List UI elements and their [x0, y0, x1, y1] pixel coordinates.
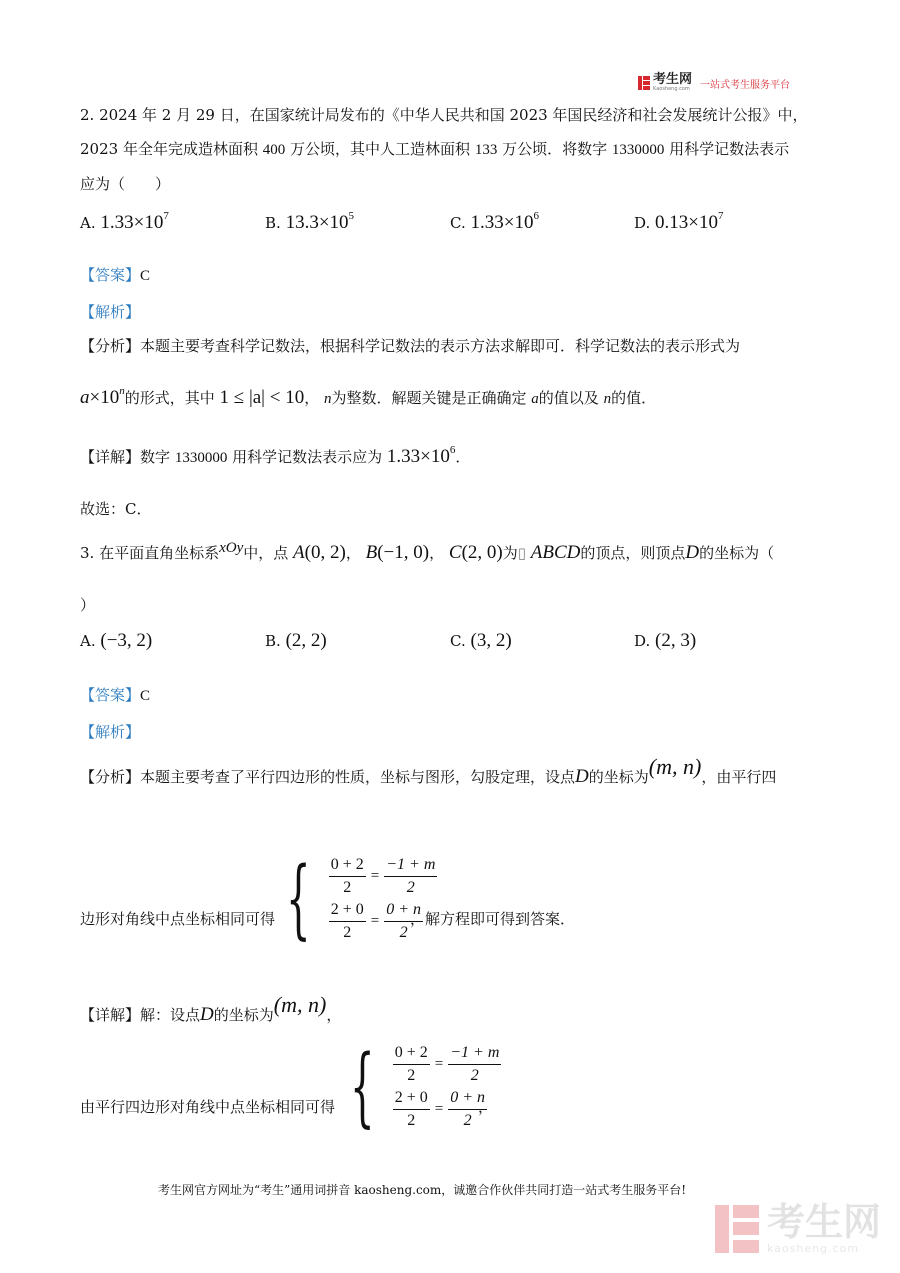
fenxi-text: 本题主要考查科学记数法，根据科学记数法的表示方法求解即可．科学记数法的表示形式为 — [140, 337, 741, 355]
xiangjie-label: 【详解】 — [80, 1006, 141, 1024]
brace: { — [350, 1037, 375, 1137]
header-logo[interactable] — [638, 74, 790, 92]
watermark-text: 考生网 — [767, 1200, 882, 1244]
math-number: 1330000 — [174, 450, 228, 466]
q2-answer — [80, 264, 150, 285]
text: 的形式，其中 — [124, 389, 215, 407]
q2-option-b[interactable] — [265, 212, 354, 234]
text: ， — [429, 544, 445, 562]
q3-fenxi — [80, 754, 777, 788]
q2-option-a[interactable] — [80, 212, 169, 234]
text: 本题主要考查了平行四边形的性质，坐标与图形，勾股定理，设点 — [140, 768, 576, 786]
q3-xiangjie-line2a: 由平行四边形对角线中点坐标相同可得 — [80, 1098, 336, 1116]
option-base: 0.13×10 — [655, 212, 719, 233]
q2-line2a: 2023 年全年完成造林面积 — [80, 140, 258, 158]
fenxi-label: 【分析】 — [80, 768, 141, 786]
q2-n1330000: 1330000 — [611, 142, 665, 158]
q3-option-b[interactable] — [265, 630, 327, 652]
option-exp: 5 — [348, 210, 355, 222]
q2-line3: 应为（ ） — [80, 175, 171, 193]
equals: = — [370, 913, 380, 929]
q2-line2 — [80, 138, 789, 159]
math-point-c: C — [448, 542, 462, 563]
q2-option-d[interactable] — [634, 212, 724, 234]
q2-line1: 2. 2024 年 2 月 29 日，在国家统计局发布的《中华人民共和国 2023 年国民经济和社会发展统计公报》中， — [80, 106, 808, 124]
option-label: D. — [634, 214, 651, 232]
text: 的坐标为 — [213, 1006, 274, 1024]
math-times-ten: ×10 — [89, 387, 120, 408]
fraction: $\frac{0 + n}{2}$ — [450, 1089, 486, 1129]
math-n: n — [119, 385, 125, 397]
text: ，由平行四 — [701, 768, 777, 786]
option-label: C. — [450, 632, 466, 650]
math-mn: (m, n) — [273, 992, 327, 1017]
answer-value: C — [140, 268, 151, 284]
option-label: A. — [80, 632, 96, 650]
option-label: C. — [450, 214, 466, 232]
text: 的顶点，则顶点 — [580, 544, 686, 562]
text: ， — [326, 1006, 342, 1024]
q2-n400: 400 — [262, 142, 286, 158]
q2-guxuan: 故选：C． — [80, 500, 152, 518]
math-n: n — [324, 391, 332, 407]
q2-n133: 133 — [474, 142, 498, 158]
text: 为 — [502, 544, 518, 562]
option-base: 1.33×10 — [470, 212, 534, 233]
q3-option-d[interactable] — [634, 630, 696, 652]
equation-system-1 — [286, 849, 437, 949]
brace: { — [286, 849, 311, 949]
logo-text: 考生网 — [653, 72, 693, 87]
answer-label: 【答案】 — [80, 266, 141, 284]
header-slogan: 一站式考生服务平台 — [700, 79, 791, 91]
option-label: B. — [265, 214, 281, 232]
xiangjie-label: 【详解】 — [80, 448, 141, 466]
option-exp: 7 — [718, 210, 724, 222]
q2-xiangjie — [80, 446, 470, 468]
watermark-logo-icon — [715, 1205, 759, 1253]
math-point-d: D — [575, 766, 589, 787]
equals: = — [434, 1056, 444, 1072]
fraction: $\frac{-1 + m}{2}$ — [450, 1044, 500, 1084]
option-label: A. — [80, 214, 96, 232]
equals: = — [370, 868, 380, 884]
math-abcd: ABCD — [530, 542, 581, 563]
math-a: a — [531, 391, 539, 407]
q2-analysis-label: 【解析】 — [80, 303, 141, 321]
answer-label: 【答案】 — [80, 686, 141, 704]
math-point-d: D — [200, 1004, 214, 1025]
option-base: 13.3×10 — [285, 212, 349, 233]
math-mn: (m, n) — [648, 754, 702, 779]
q3-answer — [80, 684, 150, 705]
watermark-sub: kaosheng.com — [767, 1242, 860, 1255]
text: ， — [304, 389, 320, 407]
math-point-d: D — [685, 542, 700, 563]
option-exp: 6 — [533, 210, 539, 222]
option-label: D. — [634, 632, 651, 650]
q2-option-c[interactable] — [450, 212, 539, 234]
text: 解：设点 — [140, 1006, 201, 1024]
fraction: $\frac{0 + n}{2}$ — [386, 901, 422, 941]
text: 的坐标为（ — [699, 544, 775, 562]
text: 的值以及 — [538, 389, 599, 407]
watermark — [715, 1202, 881, 1255]
option-exp: 7 — [163, 210, 169, 222]
option-value: (2, 3) — [655, 630, 697, 651]
logo-mark-icon — [638, 76, 650, 90]
option-base: 1.33×10 — [100, 212, 164, 233]
text: 的值． — [611, 389, 657, 407]
q3-fenxi-line2b: ，解方程即可得到答案． — [410, 910, 576, 928]
math-coord-b: (−1, 0) — [377, 542, 430, 563]
q3-xiangjie-line2b: ， — [478, 1098, 494, 1116]
text: 3. 在平面直角坐标系 — [80, 544, 220, 562]
math-n: n — [603, 391, 612, 407]
answer-value: C — [140, 688, 151, 704]
option-value: (2, 2) — [285, 630, 327, 651]
q2-fenxi-line2 — [80, 387, 656, 409]
q3-line1 — [80, 542, 774, 564]
text: 用科学记数法表示应为 — [232, 448, 383, 466]
q3-xiangjie — [80, 992, 342, 1026]
text: 为整数．解题关键是正确确定 — [331, 389, 527, 407]
q3-fenxi-line2a: 边形对角线中点坐标相同可得 — [80, 910, 276, 928]
q2-line2c: 万公顷．将数字 — [502, 140, 608, 158]
math-exp: 6 — [449, 444, 456, 456]
fraction: $\frac{2 + 0}{2}$ — [330, 901, 364, 941]
fraction: $\frac{2 + 0}{2}$ — [394, 1089, 428, 1129]
fraction: $\frac{-1 + m}{2}$ — [386, 856, 436, 896]
math-a: a — [80, 387, 90, 408]
text: ， — [345, 544, 361, 562]
option-value: (−3, 2) — [100, 630, 153, 651]
footer-text: 考生网官方网址为“考生”通用词拼音 kaosheng.com，诚邀合作伙伴共同打造一站式考生服务平台! — [158, 1183, 687, 1197]
math-coord-c: (2, 0) — [461, 542, 503, 563]
text: 中，点 — [243, 544, 289, 562]
q3-option-a[interactable] — [80, 630, 152, 652]
text: 数字 — [140, 448, 171, 466]
math-point-b: B — [365, 542, 378, 563]
fraction: $\frac{0 + 2}{2}$ — [330, 856, 364, 896]
q3-option-c[interactable] — [450, 630, 512, 652]
equals: = — [434, 1101, 444, 1117]
math-point-a: A — [293, 542, 305, 563]
equation-system-2 — [350, 1037, 501, 1137]
q3-analysis-label: 【解析】 — [80, 723, 141, 741]
q2-line2d: 用科学记数法表示 — [669, 140, 790, 158]
math-xoy: xOy — [219, 540, 244, 556]
math-coord-a: (0, 2) — [304, 542, 346, 563]
q2-line2b: 万公顷，其中人工造林面积 — [290, 140, 471, 158]
text: 的坐标为 — [588, 768, 649, 786]
q3-line2: ） — [80, 596, 96, 614]
math-inequality: 1 ≤ |a| < 10 — [219, 387, 305, 408]
fenxi-label: 【分析】 — [80, 337, 141, 355]
logo-sub: Kaosheng.com — [653, 86, 690, 92]
q2-fenxi — [80, 335, 740, 356]
parallelogram-icon: ▯ — [517, 544, 527, 562]
option-value: (3, 2) — [470, 630, 512, 651]
text: ． — [455, 448, 471, 466]
option-label: B. — [265, 632, 281, 650]
fraction: $\frac{0 + 2}{2}$ — [394, 1044, 428, 1084]
math-base: 1.33×10 — [386, 446, 450, 467]
